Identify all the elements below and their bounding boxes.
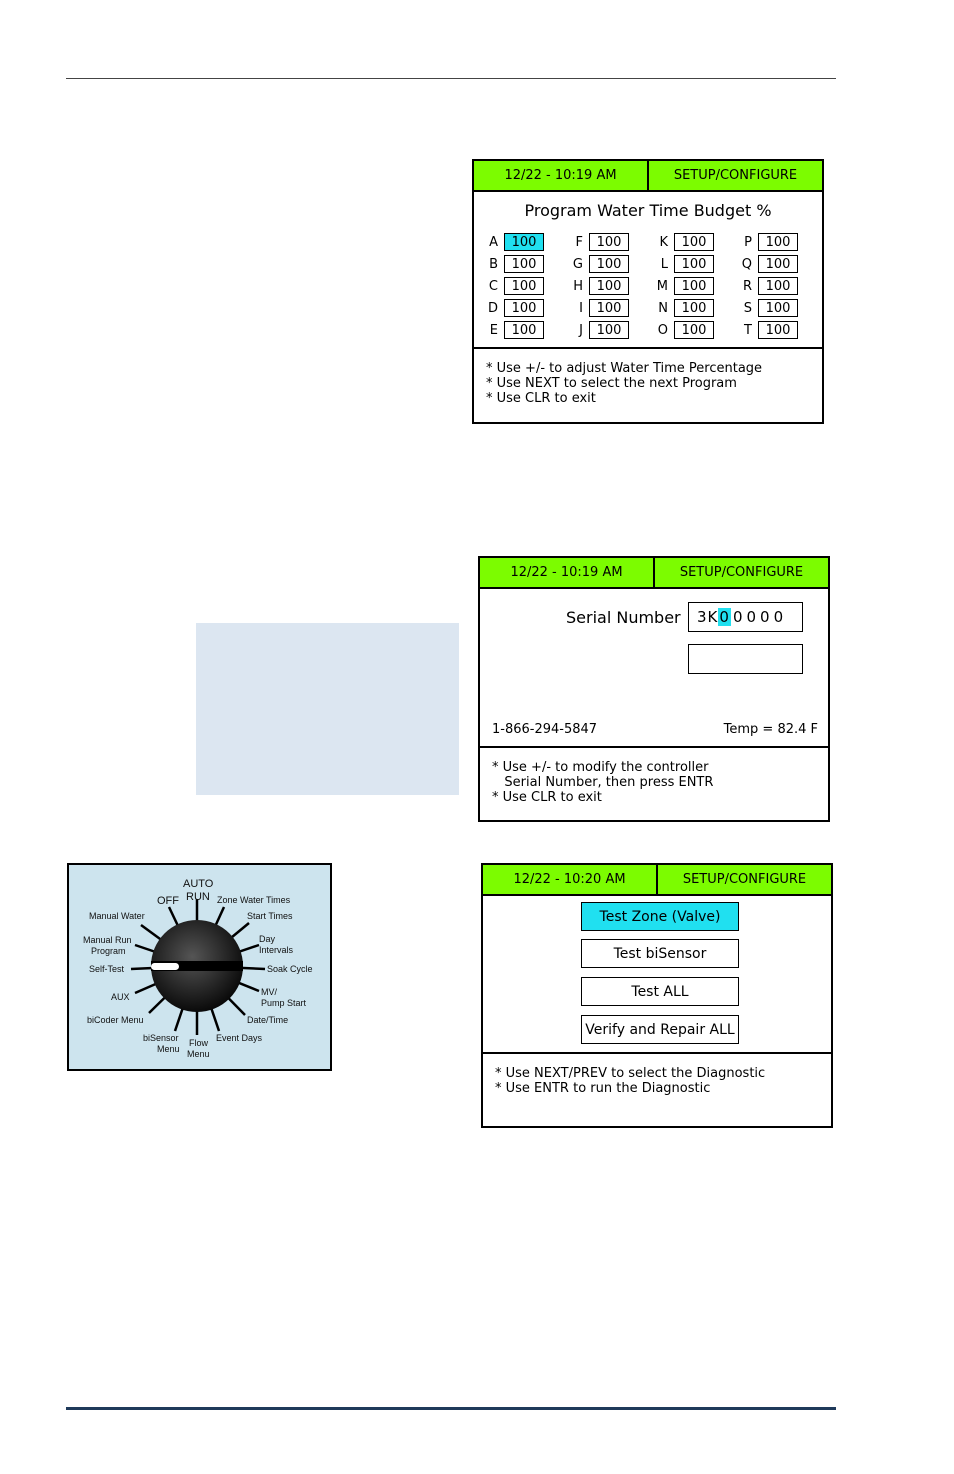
- top-rule: [66, 78, 836, 79]
- budget-value[interactable]: 100: [674, 321, 714, 339]
- budget-value[interactable]: 100: [758, 233, 798, 251]
- screen-instructions: * Use +/- to modify the controller Serial Number, then press ENTR * Use CLR to exit: [480, 746, 828, 820]
- water-budget-screen: [472, 159, 824, 424]
- program-row[interactable]: T 100: [736, 319, 798, 341]
- dial-graphic: [69, 865, 330, 1069]
- label-aux: AUX: [111, 992, 130, 1002]
- label-self-test: Self-Test: [89, 964, 125, 974]
- program-row[interactable]: P 100: [736, 231, 798, 253]
- label-event-days: Event Days: [216, 1033, 263, 1043]
- budget-value[interactable]: 100: [758, 299, 798, 317]
- serial-number-field[interactable]: 3K 0 0000: [688, 602, 803, 632]
- label-bisensor: biSensor: [143, 1033, 179, 1043]
- label-pump-start: Pump Start: [261, 998, 307, 1008]
- budget-value[interactable]: 100: [504, 255, 544, 273]
- budget-value[interactable]: 100: [758, 255, 798, 273]
- header-mode: SETUP/CONFIGURE: [655, 558, 828, 587]
- program-row[interactable]: E 100: [482, 319, 544, 341]
- program-column-4: [736, 231, 798, 341]
- label-flow: Flow: [189, 1038, 209, 1048]
- budget-value[interactable]: 100: [589, 255, 629, 273]
- program-row[interactable]: C 100: [482, 275, 544, 297]
- budget-value[interactable]: 100: [674, 233, 714, 251]
- controller-dial-illustration: [67, 863, 332, 1071]
- program-row[interactable]: R 100: [736, 275, 798, 297]
- label-manual-run: Manual Run: [83, 935, 132, 945]
- serial-number-label: Serial Number: [566, 608, 681, 627]
- screen-title: Program Water Time Budget %: [524, 201, 772, 220]
- secondary-field[interactable]: [688, 644, 803, 674]
- label-bicoder-menu: biCoder Menu: [87, 1015, 144, 1025]
- program-row[interactable]: Q 100: [736, 253, 798, 275]
- screen-header: [483, 865, 831, 896]
- program-row[interactable]: F 100: [567, 231, 629, 253]
- program-row[interactable]: S 100: [736, 297, 798, 319]
- program-row[interactable]: J 100: [567, 319, 629, 341]
- budget-value[interactable]: 100: [504, 321, 544, 339]
- budget-value[interactable]: 100: [589, 233, 629, 251]
- program-row[interactable]: H 100: [567, 275, 629, 297]
- screen-header: [480, 558, 828, 589]
- budget-value[interactable]: 100: [758, 277, 798, 295]
- header-date: 12/22 - 10:19 AM: [474, 161, 649, 190]
- program-row[interactable]: A 100: [482, 231, 544, 253]
- verify-repair-all-button[interactable]: Verify and Repair ALL: [581, 1015, 739, 1044]
- phone-number: 1-866-294-5847: [492, 722, 598, 737]
- label-bisensor-menu: Menu: [157, 1044, 180, 1054]
- program-row[interactable]: B 100: [482, 253, 544, 275]
- label-program: Program: [91, 946, 126, 956]
- program-column-1: [482, 231, 544, 341]
- budget-value[interactable]: 100: [589, 277, 629, 295]
- program-row[interactable]: N 100: [652, 297, 714, 319]
- label-manual-water: Manual Water: [89, 911, 145, 921]
- serial-number-screen: [478, 556, 830, 822]
- program-row[interactable]: M 100: [652, 275, 714, 297]
- dial-pointer: [151, 963, 179, 970]
- label-flow-menu: Menu: [187, 1049, 210, 1059]
- label-date-time: Date/Time: [247, 1015, 289, 1025]
- label-off: OFF: [157, 895, 179, 907]
- diagnostic-screen: [481, 863, 833, 1128]
- program-column-2: [567, 231, 629, 341]
- budget-value[interactable]: 100: [504, 299, 544, 317]
- program-row[interactable]: D 100: [482, 297, 544, 319]
- budget-value[interactable]: 100: [504, 233, 544, 251]
- serial-cursor-digit: 0: [719, 608, 730, 626]
- header-mode: SETUP/CONFIGURE: [649, 161, 822, 190]
- program-row[interactable]: L 100: [652, 253, 714, 275]
- bottom-rule: [66, 1407, 836, 1410]
- label-zone-water-times: Zone Water Times: [217, 895, 291, 905]
- label-start-times: Start Times: [247, 911, 293, 921]
- test-zone-button[interactable]: Test Zone (Valve): [581, 902, 739, 931]
- program-row[interactable]: G 100: [567, 253, 629, 275]
- header-mode: SETUP/CONFIGURE: [658, 865, 831, 894]
- budget-value[interactable]: 100: [589, 321, 629, 339]
- test-bisensor-button[interactable]: Test biSensor: [581, 939, 739, 968]
- screen-header: [474, 161, 822, 192]
- temperature-readout: Temp = 82.4 F: [723, 722, 818, 737]
- screen-instructions: * Use +/- to adjust Water Time Percentage * Use NEXT to select the next Program * Use CLR to exit: [474, 347, 822, 422]
- program-row[interactable]: K 100: [652, 231, 714, 253]
- note-panel: [196, 623, 459, 795]
- budget-value[interactable]: 100: [674, 277, 714, 295]
- label-auto: AUTO: [183, 878, 214, 890]
- header-date: 12/22 - 10:20 AM: [483, 865, 658, 894]
- label-day: Day: [259, 934, 276, 944]
- budget-value[interactable]: 100: [674, 255, 714, 273]
- budget-value[interactable]: 100: [504, 277, 544, 295]
- budget-value[interactable]: 100: [758, 321, 798, 339]
- program-row[interactable]: O 100: [652, 319, 714, 341]
- label-soak-cycle: Soak Cycle: [267, 964, 313, 974]
- header-date: 12/22 - 10:19 AM: [480, 558, 655, 587]
- budget-value[interactable]: 100: [674, 299, 714, 317]
- program-column-3: [652, 231, 714, 341]
- budget-value[interactable]: 100: [589, 299, 629, 317]
- program-row[interactable]: I 100: [567, 297, 629, 319]
- test-all-button[interactable]: Test ALL: [581, 977, 739, 1006]
- label-mv: MV/: [261, 987, 278, 997]
- screen-instructions: * Use NEXT/PREV to select the Diagnostic * Use ENTR to run the Diagnostic: [483, 1052, 831, 1126]
- label-run: RUN: [186, 891, 210, 903]
- label-intervals: Intervals: [259, 945, 294, 955]
